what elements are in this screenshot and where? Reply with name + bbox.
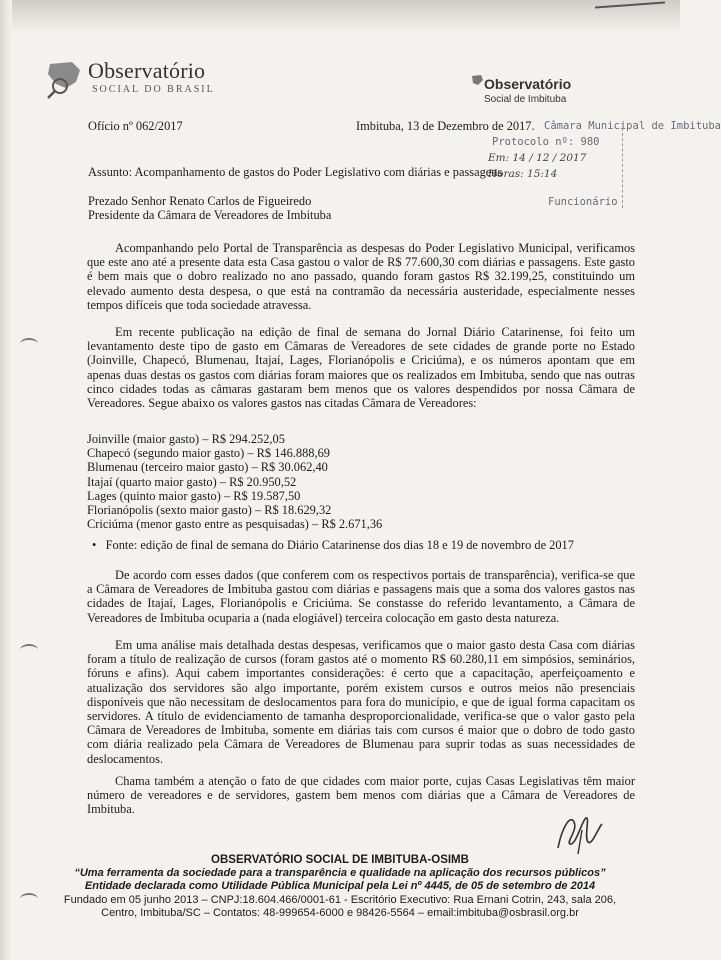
punch-mark (20, 893, 38, 905)
source-note: • Fonte: edição de final de semana do Diário Catarinense dos dias 18 e 19 de novembro de 2017 (92, 538, 574, 552)
paragraph-1: Acompanhando pelo Portal de Transparência as despesas do Poder Legislativo Municipal, verificamos que este ano até a presente data esta Casa gastou o valor de R$ 77.600,30 com diárias e passagens. Este gasto é bem mais que o dobro realizado no ano passado, quando foram gastos R$ 32.199,25, constituindo um elevado aumento desta despesa, o que está na contramão da necessária austeridade, especialmente nesses tempos difíceis que toda sociedade atravessa. (87, 241, 635, 312)
list-item: Itajaí (quarto maior gasto) – R$ 20.950,52 (87, 474, 297, 489)
footer (60, 854, 620, 920)
paragraph-5: Chama também a atenção o fato de que cidades com maior porte, cujas Casas Legislativas têm maior número de vereadores e de servidores, gastem bem menos com diárias que a Câmara de Vereadores de Imbituba. (87, 774, 635, 817)
right-logo-subtitle: Social de Imbituba (484, 94, 567, 105)
scan-left-edge (0, 0, 12, 960)
list-item: Lages (quinto maior gasto) – R$ 19.587,50 (87, 488, 301, 503)
stamp-line: Câmara Municipal de Imbituba (544, 120, 721, 132)
footer-declaration: Entidade declarada como Utilidade Pública Municipal pela Lei nº 4445, de 05 de setembro de 2014 (84, 880, 596, 893)
list-item: Joinville (maior gasto) – R$ 294.252,05 (87, 432, 285, 446)
punch-mark (20, 644, 38, 656)
paragraph-4: Em uma análise mais detalhada destas despesas, verificamos que o maior gasto desta Casa com diárias foram a título de realização de cursos (foram gastos até o momento R$ 60.280,11 em simpósios, seminários, fóruns e afins). Aqui cabem importantes considerações: é certo que a capacitação, aperfeiçoamento e atualização dos servidores são algo importante, porém existem cursos e outros meios não presenciais disponíveis que não necessitam de deslocamentos para fora do município, e que de igual forma capacitam os servidores. A título de evidenciamento de tamanha desproporcionalidade, verifica-se que o valor gasto pela Câmara de Vereadores de Imbituba, somente em diárias tais com cursos é maior que o dobro de todo gasto com diária realizado pela Câmara de Vereadores de Blumenau para suprir todas as suas necessidades de deslocamentos. (87, 638, 635, 766)
stamp-line: Funcionário (548, 196, 618, 208)
footer-motto: “Uma ferramenta da sociedade para a transparência e qualidade na aplicação dos recursos públicos” (74, 867, 606, 880)
map-mark-icon (470, 74, 484, 88)
footer-contacts: Centro, Imbituba/SC – Contatos: 48-999654-6000 e 98426-5564 – email:imbituba@osbrasil.org.br (101, 906, 579, 919)
recipient-name: Prezado Senhor Renato Carlos de Figueiredo (88, 194, 312, 208)
left-logo-title: Observatório (88, 58, 206, 83)
right-logo-title: Observatório (484, 76, 572, 92)
stamp-border (622, 128, 624, 208)
magnifier-map-icon (42, 58, 88, 102)
left-logo-subtitle: SOCIAL DO BRASIL (92, 84, 215, 95)
logo-observatorio-imbituba (470, 74, 620, 114)
footer-address: Fundado em 05 junho 2013 – CNPJ:18.604.466/0001-61 - Escritório Executivo: Rua Ernani Cotrin, 243, sala 206, (63, 893, 617, 906)
office-number: Ofício nº 062/2017 (88, 119, 183, 133)
subject-line: Assunto: Acompanhamento de gastos do Poder Legislativo com diárias e passagens (88, 165, 503, 179)
logo-observatorio-brasil (42, 58, 232, 106)
list-item: Blumenau (terceiro maior gasto) – R$ 30.062,40 (87, 460, 328, 475)
punch-mark (20, 338, 38, 350)
scan-top-shadow (0, 0, 680, 34)
spending-list (87, 432, 607, 531)
handwritten-signature (548, 808, 608, 858)
paragraph-3: De acordo com esses dados (que conferem com os respectivos portais de transparência), verifica-se que a Câmara de Vereadores de Imbituba gastou com diárias e passagens mais que a soma dos valores gastos nas cidades de Itajaí, Lages, Florianópolis e Criciúma. Se constasse do referido levantamento, a Câmara de Vereadores de Imbituba ocuparia a (nada elogiável) terceira colocação em gasto desta natureza. (87, 568, 635, 625)
list-item: Criciúma (menor gasto entre as pesquisadas) – R$ 2.671,36 (87, 517, 383, 532)
stamp-line: Protocolo nº: 980 (492, 136, 600, 148)
stamp-line: Horas: 15:14 (488, 168, 558, 180)
footer-org: OBSERVATÓRIO SOCIAL DE IMBITUBA-OSIMB (211, 854, 469, 866)
stamp-line: Em: 14 / 12 / 2017 (488, 152, 587, 164)
list-item: Chapecó (segundo maior gasto) – R$ 146.888,69 (87, 446, 330, 461)
recipient-title: Presidente da Câmara de Vereadores de Imbituba (88, 208, 332, 222)
list-item: Florianópolis (sexto maior gasto) – R$ 18.629,32 (87, 503, 332, 518)
place-date: Imbituba, 13 de Dezembro de 2017. (356, 119, 535, 133)
paragraph-2: Em recente publicação na edição de final de semana do Jornal Diário Catarinense, foi feito um levantamento deste tipo de gasto em Câmaras de Vereadores de sete cidades de grande porte no Estado (Joinville, Chapecó, Blumenau, Itajaí, Lages, Florianópolis e Criciúma), e os números apontam que em apenas duas destas os gastos com diárias foram maiores que os realizados em Imbituba, sendo que nas outras cinco cidades todas as câmaras gastaram bem menos que os valores despendidos por nossa Câmara de Vereadores. Segue abaixo os valores gastos nas citadas Câmara de Vereadores: (87, 325, 635, 411)
